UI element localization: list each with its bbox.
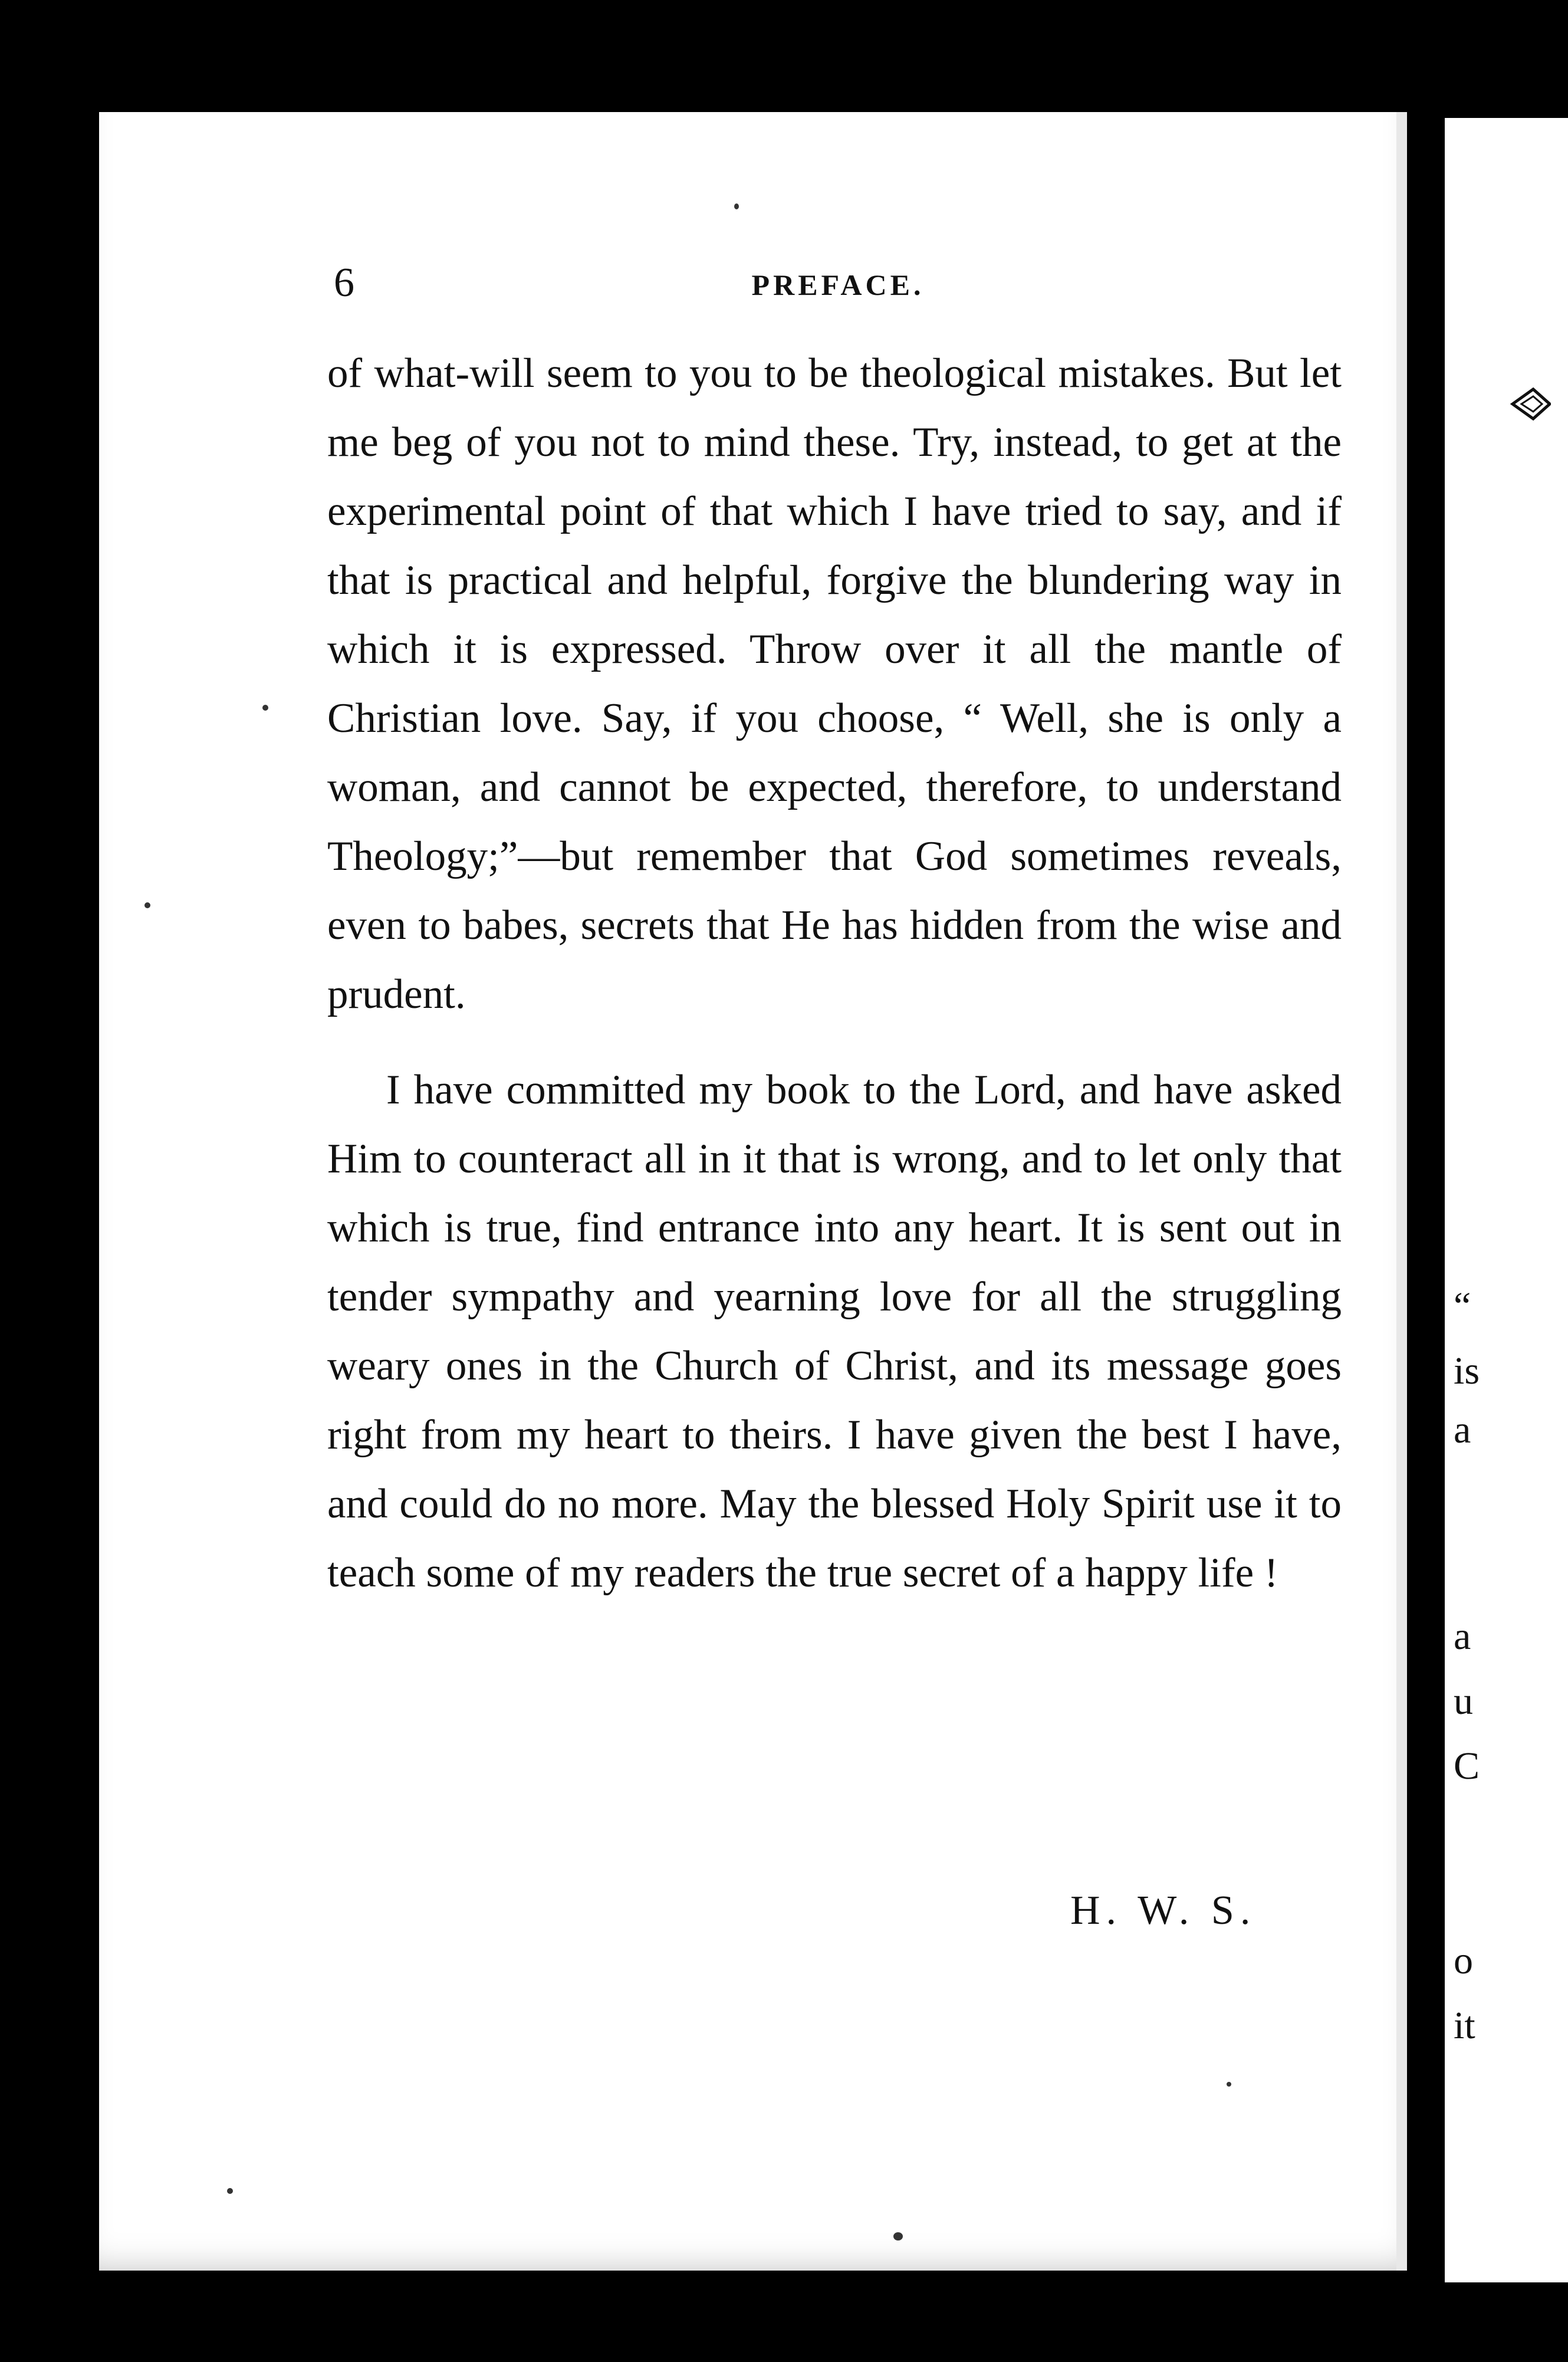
paragraph-2: I have committed my book to the Lord, and have asked Him to counteract all in it that is wrong, and to let only that which is true, find entrance into any heart. It is sent out in tender sympathy and yearning love for all the struggling weary ones in the Church of Christ, and its message goes right from my heart to theirs. I have given the best I have, and could do no more. May the blessed Holy Spirit use it to teach some of my readers the true secret of a happy life !: [327, 1067, 1342, 1596]
page-marker-icon: [1510, 383, 1551, 425]
page-header: [334, 257, 1342, 310]
paper-speck: [893, 2232, 903, 2241]
paper-speck: [144, 902, 150, 908]
body-text: [327, 339, 1342, 1608]
facing-fragment: u: [1454, 1680, 1473, 1723]
paper-speck: [227, 2188, 233, 2194]
facing-fragment: a: [1454, 1408, 1471, 1451]
paragraph-1: of what-will seem to you to be theological mistakes. But let me beg of you not to mind these. Try, instead, to get at the experimental point of that which I have tried to say, and if that is practical and helpful, forgive the blundering way in which it is expressed. Throw over it all the mantle of Christian love. Say, if you choose, “ Well, she is only a woman, and cannot be expected, therefore, to understand Theology;”—but remember that God sometimes reveals, even to babes, secrets that He has hidden from the wise and prudent.: [327, 350, 1342, 1017]
author-signature: H. W. S.: [1070, 1888, 1257, 1933]
facing-fragment: o: [1454, 1939, 1473, 1982]
facing-fragment: is: [1454, 1349, 1480, 1392]
paper-speck: [262, 705, 268, 711]
facing-fragment: “: [1454, 1285, 1471, 1328]
facing-fragment: C: [1454, 1745, 1480, 1788]
facing-fragment: a: [1454, 1615, 1471, 1658]
paper-speck: [1227, 2082, 1231, 2087]
running-head: PREFACE.: [751, 268, 925, 301]
page-number: 6: [334, 260, 354, 305]
facing-fragment: it: [1454, 2004, 1475, 2047]
paper-speck: [734, 203, 739, 209]
